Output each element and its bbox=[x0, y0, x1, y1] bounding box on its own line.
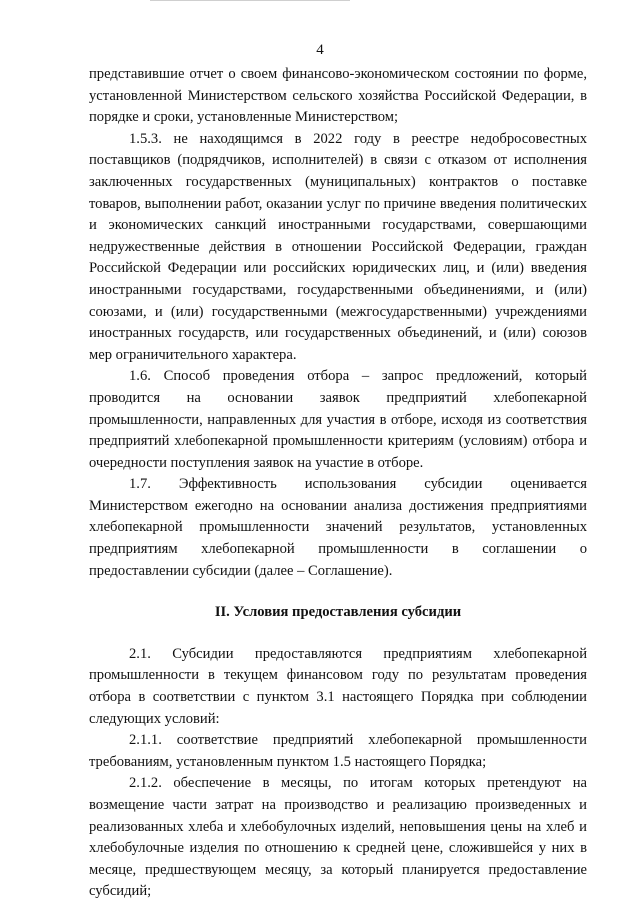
paragraph-1-6: 1.6. Способ проведения отбора – запрос предложений, который проводится на основании заявок предприятий хлебопекарной промышленности, направленных для участия в отборе, исходя из соответствия предприятий хлебопекарной промышленности критериям (условиям) отбора и очередности поступления заявок на участие в отборе. bbox=[89, 368, 587, 471]
document-body bbox=[89, 64, 587, 903]
paragraph-1-7: 1.7. Эффективность использования субсидии оценивается Министерством ежегодно на основании анализа достижения предприятиями хлебопекарной промышленности значений результатов, установленных предприятиям хлебопекарной промышленности в соглашении о предоставлении субсидии (далее – Соглашение). bbox=[89, 476, 587, 579]
paragraph-2-1-2: 2.1.2. обеспечение в месяцы, по итогам которых претендуют на возмещение части затрат на производство и реализацию произведенных и реализованных хлеба и хлебобулочных изделий, неповышения цены на хлеб и хлебобулочные изделия по отношению к средней цене, сложившейся у них в месяце, предшествующем месяцу, за который планируется предоставление субсидий; bbox=[89, 775, 587, 900]
paragraph-2-1: 2.1. Субсидии предоставляются предприятиям хлебопекарной промышленности в текущем финансовом году по результатам проведения отбора в соответствии с пунктом 3.1 настоящего Порядка при соблюдении следующих условий: bbox=[89, 645, 587, 727]
paragraph-2-1-1: 2.1.1. соответствие предприятий хлебопекарной промышленности требованиям, установленным пунктом 1.5 настоящего Порядка; bbox=[89, 732, 587, 770]
paragraph-continuation: представившие отчет о своем финансово-экономическом состоянии по форме, установленной Министерством сельского хозяйства Российской Федерации, в порядке и сроки, установленные Министерством; bbox=[89, 66, 587, 126]
page-number: 4 bbox=[316, 42, 324, 58]
top-edge-rule bbox=[150, 0, 350, 1]
section-heading: II. Условия предоставления субсидии bbox=[214, 604, 462, 621]
paragraph-1-5-3: 1.5.3. не находящимся в 2022 году в реестре недобросовестных поставщиков (подрядчиков, исполнителей) в связи с отказом от исполнения заключенных государственных (муниципальных) контрактов о поставке товаров, выполнении работ, оказании услуг по причине введения политических и экономических санкций иностранными государствами, совершающими недружественные действия в отношении Российской Федерации, граждан Российской Федерации или российских юридических лиц, и (или) введения иностранными государствами, государственными объединениями, и (или) союзами, и (или) государственными (межгосударственными) учреждениями иностранных государств, или государственных объединений, и (или) союзов мер ограничительного характера. bbox=[89, 130, 587, 363]
